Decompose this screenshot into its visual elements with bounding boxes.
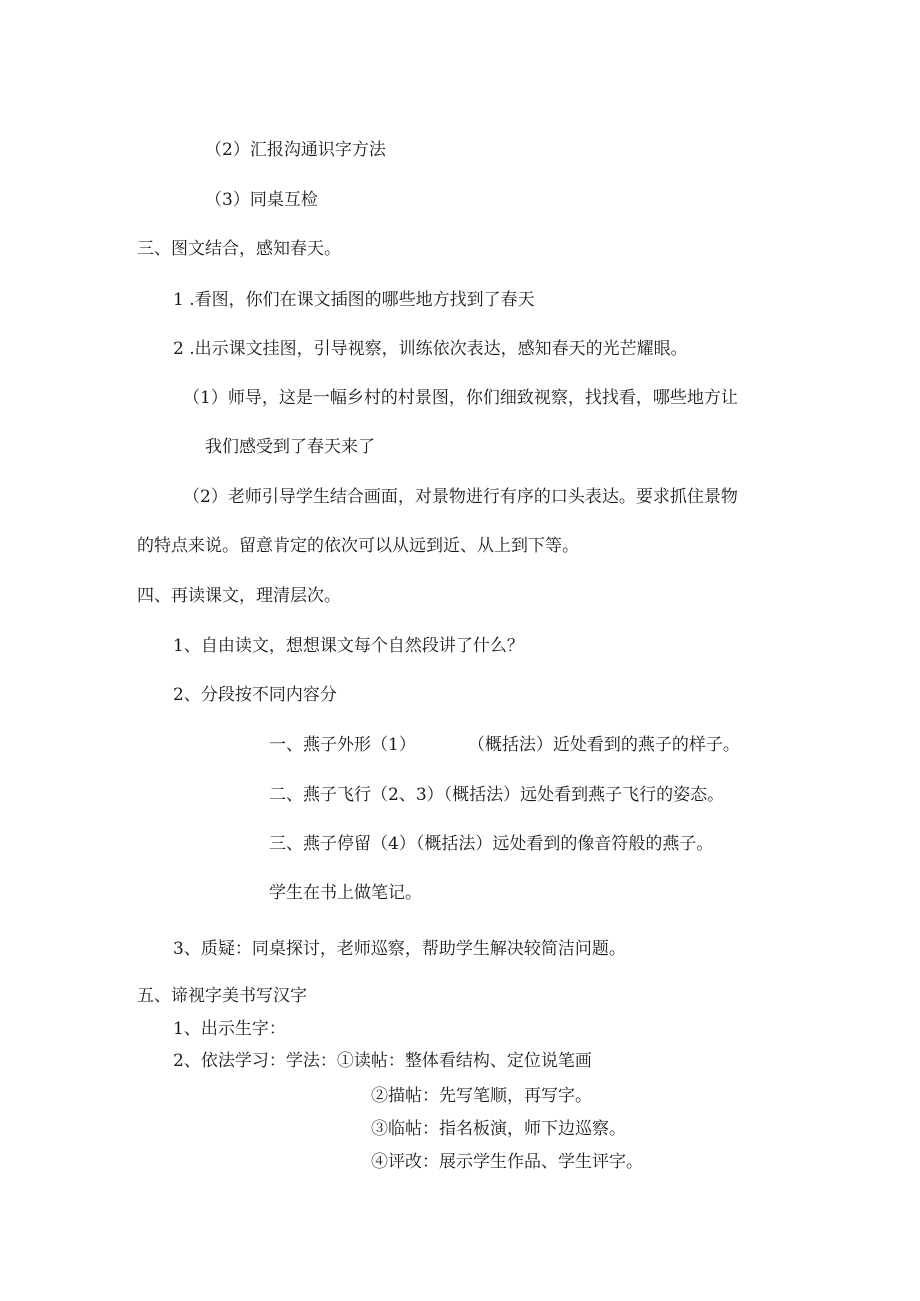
paragraph-line: 2、分段按不同内容分	[173, 685, 337, 705]
section-heading: 三、图文结合，感知春天。	[137, 239, 341, 259]
paragraph-line: 的特点来说。留意肯定的依次可以从远到近、从上到下等。	[137, 536, 579, 556]
paragraph-line	[269, 734, 740, 756]
paragraph-line: 三、燕子停留（4）（概括法）远处看到的像音符般的燕子。	[269, 834, 714, 854]
paragraph-line: （1）师导，这是一幅乡村的村景图，你们细致视察，找找看，哪些地方让	[183, 388, 738, 408]
paragraph-line: 1 .看图，你们在课文插图的哪些地方找到了春天	[173, 290, 535, 310]
paragraph-line: （2）汇报沟通识字方法	[205, 140, 386, 160]
paragraph-line: ④评改：展示学生作品、学生评字。	[371, 1152, 643, 1172]
segment-label: 一、燕子外形（1）	[269, 735, 416, 755]
segment-description: （概括法）近处看到的燕子的样子。	[467, 735, 740, 755]
paragraph-line: 1、出示生字：	[173, 1019, 286, 1039]
section-heading: 五、谛视字美书写汉字	[137, 986, 307, 1006]
paragraph-line: 二、燕子飞行（2、3）（概括法）远处看到燕子飞行的姿态。	[269, 785, 725, 805]
paragraph-line: 2 .出示课文挂图，引导视察，训练依次表达，感知春天的光芒耀眼。	[173, 339, 688, 359]
paragraph-line: ③临帖：指名板演，师下边巡察。	[371, 1119, 626, 1139]
paragraph-line: 3、质疑：同桌探讨，老师巡察，帮助学生解决较简洁问题。	[173, 939, 626, 959]
paragraph-line: ②描帖：先写笔顺，再写字。	[371, 1086, 592, 1106]
paragraph-line: （2）老师引导学生结合画面，对景物进行有序的口头表达。要求抓住景物	[183, 487, 738, 507]
section-heading: 四、再读课文，理清层次。	[137, 586, 341, 606]
paragraph-line: 2、依法学习：学法：①读帖：整体看结构、定位说笔画	[173, 1051, 592, 1071]
paragraph-line: 学生在书上做笔记。	[269, 883, 422, 903]
paragraph-line: 1、自由读文，想想课文每个自然段讲了什么？	[173, 636, 524, 656]
paragraph-line: （3）同桌互检	[205, 190, 318, 210]
paragraph-line: 我们感受到了春天来了	[205, 437, 375, 457]
